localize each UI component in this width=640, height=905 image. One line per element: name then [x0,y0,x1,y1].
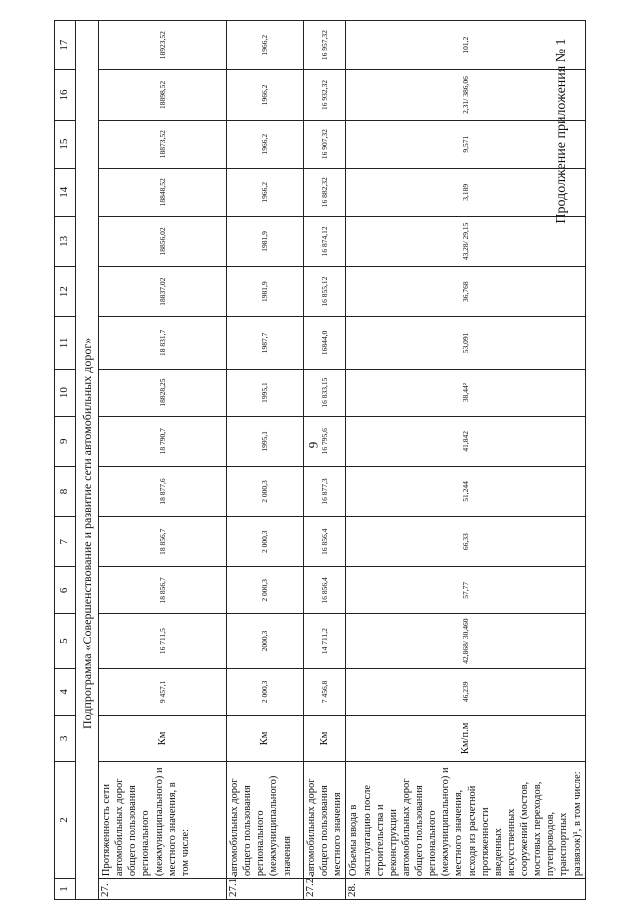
row-value: 2 000,3 [227,517,304,567]
row-unit: Км [227,715,304,761]
row-value: 2000,3 [227,614,304,668]
row-name: Объемы ввода в эксплуатацию после строительства и реконструкции автомобильных дорог общего пользования регионального (межмуниципального) и местного значения, исходя из расчетной протяженности введенных искусственных сооружений (мостов, мостовых переходов, путепроводов, транспортных развязок)¹, в том числе: [346,761,585,878]
row-unit: Км/п.м [346,715,585,761]
row-value: 53,091 [346,317,585,369]
col-number: 3 [55,715,76,761]
row-value: 51,244 [346,466,585,516]
row-value: 3,189 [346,168,585,216]
row-value: 18 790,7 [99,416,227,466]
col-number: 6 [55,567,76,614]
row-value: 36,768 [346,267,585,317]
row-value: 16 856,4 [304,567,346,614]
row-value: 1987,7 [227,317,304,369]
row-value: 9 457,1 [99,668,227,715]
row-value: 1966,2 [227,168,304,216]
row-value: 66,33 [346,517,585,567]
table-row [227,21,304,900]
row-value: 18 856,7 [99,517,227,567]
col-number: 2 [55,761,76,878]
row-value: 41,842 [346,416,585,466]
row-value: 18923,52 [99,21,227,70]
row-value: 38,44² [346,369,585,416]
row-value: 18856,02 [99,216,227,266]
col-number: 5 [55,614,76,668]
row-value: 1995,1 [227,416,304,466]
row-value: 57,77 [346,567,585,614]
col-number: 11 [55,317,76,369]
row-value: 14 711,2 [304,614,346,668]
row-value: 16844,0 [304,317,346,369]
col-number: 10 [55,369,76,416]
page-number: 9 [305,441,321,449]
row-value: 18848,52 [99,168,227,216]
row-value: 16 882,32 [304,168,346,216]
row-value: 9,571 [346,120,585,168]
row-value: 1981,9 [227,267,304,317]
row-value: 1966,2 [227,120,304,168]
table-row [99,21,227,900]
table-row [346,21,585,900]
col-number: 16 [55,70,76,120]
row-number: 27.2. [304,879,346,900]
row-value: 43,28/ 29,15 [346,216,585,266]
row-value: 16 856,4 [304,517,346,567]
row-value: 1966,2 [227,70,304,120]
row-number: 28. [346,879,585,900]
row-value: 18873,52 [99,120,227,168]
col-number: 12 [55,267,76,317]
row-value: 101,2 [346,21,585,70]
row-number: 27. [99,879,227,900]
col-number: 14 [55,168,76,216]
row-value: 18828,25 [99,369,227,416]
row-value: 18 877,6 [99,466,227,516]
col-number: 13 [55,216,76,266]
row-value: 1966,2 [227,21,304,70]
subprogram-row [76,21,99,900]
col-number: 8 [55,466,76,516]
row-value: 16 855,12 [304,267,346,317]
row-value: 16 874,12 [304,216,346,266]
col-number: 1 [55,879,76,900]
row-value: 2 000,3 [227,567,304,614]
row-value: 2,31/ 386,06 [346,70,585,120]
row-value: 18837,02 [99,267,227,317]
row-value: 18 831,7 [99,317,227,369]
row-value: 1981,9 [227,216,304,266]
row-value: 46,239 [346,668,585,715]
row-value: 18898,52 [99,70,227,120]
row-unit: Км [99,715,227,761]
col-number: 15 [55,120,76,168]
row-value: 2 000,3 [227,466,304,516]
row-value: 16 907,32 [304,120,346,168]
appendix-caption: Продолжение приложения № 1 [554,38,569,224]
col-number: 9 [55,416,76,466]
row-unit: Км [304,715,346,761]
row-name: Протяженность сети автомобильных дорог общего пользования регионального (межмуниципального) и местного значения, в том числе: [99,761,227,878]
column-number-row [55,21,76,900]
row-value: 16 932,32 [304,70,346,120]
table-row [304,21,346,900]
row-value: 7 456,8 [304,668,346,715]
row-name: автомобильных дорог общего пользования местного значения [304,761,346,878]
row-value: 18 856,7 [99,567,227,614]
col-number: 4 [55,668,76,715]
row-value: 16 795,6 [304,416,346,466]
row-value: 42,868/ 30,460 [346,614,585,668]
row-value: 2 000,3 [227,668,304,715]
row-value: 16 833,15 [304,369,346,416]
col-number: 7 [55,517,76,567]
row-value: 1995,1 [227,369,304,416]
row-value: 16 711,5 [99,614,227,668]
subprogram-title: Подпрограмма «Совершенствование и развитие сети автомобильных дорог» [76,21,99,900]
row-value: 16 957,32 [304,21,346,70]
rotated-table-container [54,20,586,900]
indicators-table [54,20,586,900]
row-name: автомобильных дорог общего пользования регионального (межмуниципального) значения [227,761,304,878]
col-number: 17 [55,21,76,70]
row-number: 27.1. [227,879,304,900]
row-value: 16 877,3 [304,466,346,516]
